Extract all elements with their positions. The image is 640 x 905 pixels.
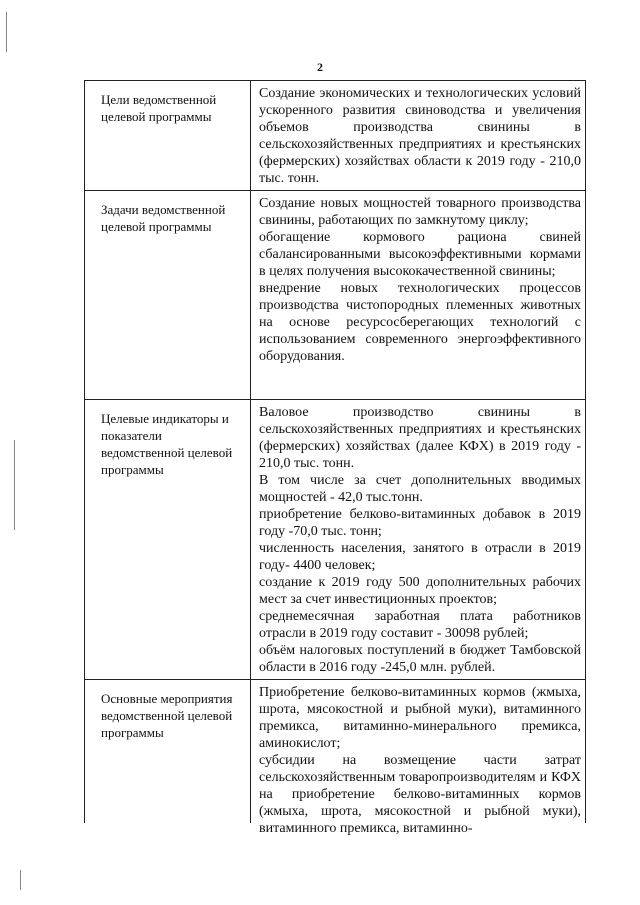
- content-paragraph: Создание экономических и технологических условий ускоренного развития свиноводства и увеличения объемов производства свинины в сельскохозяйственных предприятиях и крестьянских (фермерских) хозяйствах области к 2019 году - 210,0 тыс. тонн.: [259, 86, 581, 186]
- content-paragraph: среднемесячная заработная плата работников отрасли в 2019 году составит - 30098 рублей;: [259, 609, 581, 641]
- page-number: 2: [317, 60, 323, 74]
- table-row: [85, 191, 585, 400]
- scan-artifact: [20, 870, 21, 890]
- content-paragraph: субсидии на возмещение части затрат сельскохозяйственным товаропроизводителям и КФХ на приобретение белково-витаминных кормов (жмыха, шрота, мясокостной и рыбной муки), витаминного премикса, витаминно-: [259, 753, 581, 836]
- content-paragraph: внедрение новых технологических процессов производства чистопородных племенных животных на основе ресурсосберегающих технологий с использованием современного энергоэффективного оборудования.: [259, 281, 581, 364]
- row-label: Задачи ведомственной целевой программы: [85, 191, 251, 399]
- content-paragraph: Валовое производство свинины в сельскохозяйственных предприятиях и крестьянских (фермерских) хозяйствах (далее КФХ) в 2019 году - 210,0 тыс. тонн.: [259, 405, 581, 471]
- row-content: [251, 81, 585, 190]
- content-paragraph: Создание новых мощностей товарного производства свинины, работающих по замкнутому циклу;: [259, 196, 581, 228]
- row-label: Основные мероприятия ведомственной целевой программы: [85, 680, 251, 823]
- content-paragraph: создание к 2019 году 500 дополнительных рабочих мест за счет инвестиционных проектов;: [259, 575, 581, 607]
- content-paragraph: Приобретение белково-витаминных кормов (жмыха, шрота, мясокостной и рыбной муки), витаминного премикса, витаминно-минерального премикса, аминокислот;: [259, 685, 581, 751]
- table-row: [85, 680, 585, 836]
- scan-artifact: [6, 12, 7, 52]
- content-paragraph: приобретение белково-витаминных добавок в 2019 году -70,0 тыс. тонн;: [259, 507, 581, 539]
- content-paragraph: объём налоговых поступлений в бюджет Тамбовской области в 2016 году -245,0 млн. рублей.: [259, 643, 581, 675]
- table-row: [85, 81, 585, 191]
- row-content: [251, 680, 585, 836]
- row-content: [251, 191, 585, 399]
- content-paragraph: обогащение кормового рациона свиней сбалансированными высокоэффективными кормами в целях получения высококачественной свинины;: [259, 230, 581, 279]
- content-paragraph: численность населения, занятого в отрасли в 2019 году- 4400 человек;: [259, 541, 581, 573]
- table-row: [85, 400, 585, 680]
- row-label: Цели ведомственной целевой программы: [85, 81, 251, 190]
- row-content: [251, 400, 585, 679]
- content-paragraph: В том числе за счет дополнительных вводимых мощностей - 42,0 тыс.тонн.: [259, 473, 581, 505]
- row-label: Целевые индикаторы и показатели ведомственной целевой программы: [85, 400, 251, 679]
- program-passport-table: [84, 80, 586, 836]
- scan-artifact: [14, 440, 15, 530]
